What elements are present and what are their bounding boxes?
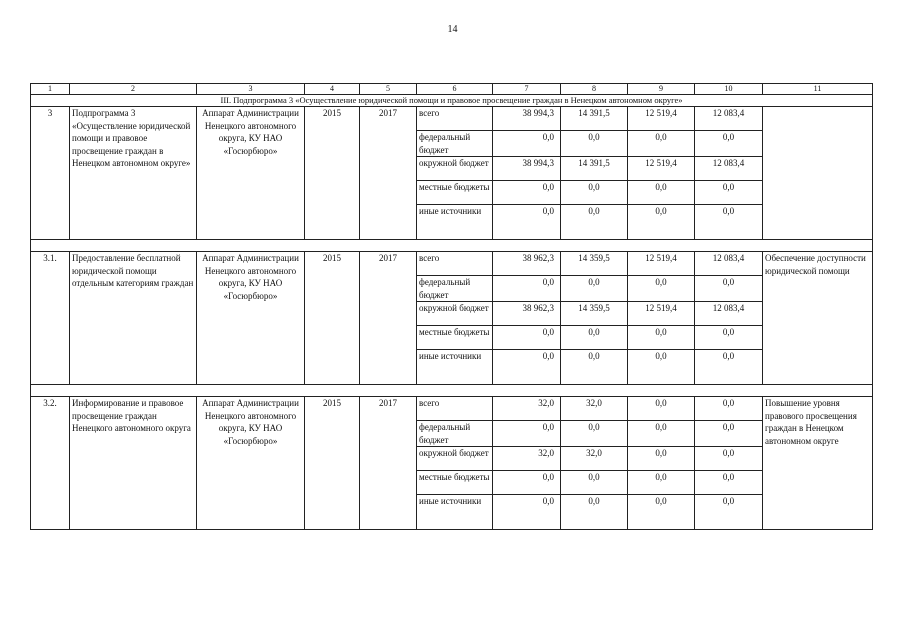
value-2015: 0,0 bbox=[561, 421, 628, 447]
value-2017: 0,0 bbox=[695, 181, 763, 205]
value-2017: 0,0 bbox=[695, 421, 763, 447]
value-2016: 12 519,4 bbox=[628, 302, 695, 326]
funding-source: местные бюджеты bbox=[417, 326, 493, 350]
expected-result: Повышение уровня правового просвещения граждан в Ненецком автономном округе bbox=[763, 397, 873, 530]
column-header: 7 bbox=[493, 84, 561, 95]
value-2016: 0,0 bbox=[628, 276, 695, 302]
value-total: 38 994,3 bbox=[493, 107, 561, 131]
value-2015: 14 391,5 bbox=[561, 107, 628, 131]
value-2016: 0,0 bbox=[628, 181, 695, 205]
value-2015: 0,0 bbox=[561, 205, 628, 240]
start-year: 2015 bbox=[305, 107, 360, 240]
funding-source: иные источники bbox=[417, 350, 493, 385]
column-header: 11 bbox=[763, 84, 873, 95]
funding-source: федеральный бюджет bbox=[417, 131, 493, 157]
value-2016: 12 519,4 bbox=[628, 252, 695, 276]
row-number: 3 bbox=[31, 107, 70, 240]
row-number: 3.2. bbox=[31, 397, 70, 530]
section-title-row bbox=[31, 95, 873, 107]
value-2016: 0,0 bbox=[628, 495, 695, 530]
measure-name: Подпрограмма 3 «Осуществление юридической помощи и правовое просвещение граждан в Ненецком автономном округе» bbox=[70, 107, 197, 240]
measure-name: Предоставление бесплатной юридической помощи отдельным категориям граждан bbox=[70, 252, 197, 385]
value-2015: 0,0 bbox=[561, 131, 628, 157]
funding-source: окружной бюджет bbox=[417, 157, 493, 181]
value-total: 0,0 bbox=[493, 205, 561, 240]
value-2015: 0,0 bbox=[561, 276, 628, 302]
section-title: III. Подпрограмма 3 «Осуществление юридической помощи и правовое просвещение граждан в Ненецком автономном округе» bbox=[31, 95, 873, 107]
start-year: 2015 bbox=[305, 252, 360, 385]
end-year: 2017 bbox=[360, 397, 417, 530]
funding-source: местные бюджеты bbox=[417, 181, 493, 205]
executor: Аппарат Администрации Ненецкого автономного округа, КУ НАО «Госюрбюро» bbox=[197, 107, 305, 240]
executor: Аппарат Администрации Ненецкого автономного округа, КУ НАО «Госюрбюро» bbox=[197, 397, 305, 530]
funding-source: окружной бюджет bbox=[417, 447, 493, 471]
value-2015: 32,0 bbox=[561, 397, 628, 421]
value-2016: 0,0 bbox=[628, 471, 695, 495]
value-2015: 14 391,5 bbox=[561, 157, 628, 181]
value-2017: 0,0 bbox=[695, 276, 763, 302]
table-row bbox=[31, 107, 873, 131]
value-2016: 0,0 bbox=[628, 397, 695, 421]
value-2015: 32,0 bbox=[561, 447, 628, 471]
column-header: 2 bbox=[70, 84, 197, 95]
value-2016: 0,0 bbox=[628, 131, 695, 157]
column-header: 8 bbox=[561, 84, 628, 95]
value-2017: 0,0 bbox=[695, 471, 763, 495]
table-row bbox=[31, 252, 873, 276]
value-total: 0,0 bbox=[493, 276, 561, 302]
value-2015: 0,0 bbox=[561, 326, 628, 350]
funding-source: иные источники bbox=[417, 495, 493, 530]
value-2017: 12 083,4 bbox=[695, 302, 763, 326]
value-total: 0,0 bbox=[493, 495, 561, 530]
value-2015: 0,0 bbox=[561, 471, 628, 495]
value-total: 0,0 bbox=[493, 421, 561, 447]
column-header: 9 bbox=[628, 84, 695, 95]
value-2015: 0,0 bbox=[561, 350, 628, 385]
spacer-cell bbox=[31, 240, 873, 252]
value-2017: 0,0 bbox=[695, 205, 763, 240]
value-2015: 14 359,5 bbox=[561, 252, 628, 276]
funding-source: федеральный бюджет bbox=[417, 276, 493, 302]
value-2016: 0,0 bbox=[628, 421, 695, 447]
value-2016: 0,0 bbox=[628, 205, 695, 240]
executor: Аппарат Администрации Ненецкого автономного округа, КУ НАО «Госюрбюро» bbox=[197, 252, 305, 385]
table-row bbox=[31, 397, 873, 421]
funding-source: всего bbox=[417, 397, 493, 421]
spacer-row bbox=[31, 240, 873, 252]
spacer-row bbox=[31, 385, 873, 397]
value-2015: 14 359,5 bbox=[561, 302, 628, 326]
funding-source: иные источники bbox=[417, 205, 493, 240]
value-2015: 0,0 bbox=[561, 495, 628, 530]
value-2017: 0,0 bbox=[695, 495, 763, 530]
value-total: 0,0 bbox=[493, 181, 561, 205]
spacer-cell bbox=[31, 385, 873, 397]
funding-source: окружной бюджет bbox=[417, 302, 493, 326]
value-2017: 0,0 bbox=[695, 447, 763, 471]
column-header: 1 bbox=[31, 84, 70, 95]
expected-result: Обеспечение доступности юридической помощи bbox=[763, 252, 873, 385]
table-body bbox=[31, 84, 873, 530]
column-header: 4 bbox=[305, 84, 360, 95]
value-2016: 12 519,4 bbox=[628, 157, 695, 181]
value-2017: 12 083,4 bbox=[695, 107, 763, 131]
value-2017: 0,0 bbox=[695, 350, 763, 385]
funding-source: федеральный бюджет bbox=[417, 421, 493, 447]
funding-source: всего bbox=[417, 107, 493, 131]
expected-result bbox=[763, 107, 873, 240]
column-header: 5 bbox=[360, 84, 417, 95]
value-2016: 0,0 bbox=[628, 447, 695, 471]
row-number: 3.1. bbox=[31, 252, 70, 385]
value-total: 0,0 bbox=[493, 131, 561, 157]
value-total: 0,0 bbox=[493, 326, 561, 350]
value-2016: 0,0 bbox=[628, 350, 695, 385]
value-2017: 12 083,4 bbox=[695, 157, 763, 181]
start-year: 2015 bbox=[305, 397, 360, 530]
value-2015: 0,0 bbox=[561, 181, 628, 205]
column-header-row bbox=[31, 84, 873, 95]
value-2017: 0,0 bbox=[695, 131, 763, 157]
page-number: 14 bbox=[447, 24, 458, 35]
funding-source: всего bbox=[417, 252, 493, 276]
column-header: 6 bbox=[417, 84, 493, 95]
value-2016: 0,0 bbox=[628, 326, 695, 350]
value-total: 0,0 bbox=[493, 471, 561, 495]
value-total: 0,0 bbox=[493, 350, 561, 385]
value-total: 38 994,3 bbox=[493, 157, 561, 181]
measure-name: Информирование и правовое просвещение граждан Ненецкого автономного округа bbox=[70, 397, 197, 530]
end-year: 2017 bbox=[360, 107, 417, 240]
end-year: 2017 bbox=[360, 252, 417, 385]
column-header: 3 bbox=[197, 84, 305, 95]
value-total: 32,0 bbox=[493, 397, 561, 421]
value-total: 38 962,3 bbox=[493, 252, 561, 276]
value-2016: 12 519,4 bbox=[628, 107, 695, 131]
value-2017: 0,0 bbox=[695, 397, 763, 421]
value-total: 32,0 bbox=[493, 447, 561, 471]
value-2017: 12 083,4 bbox=[695, 252, 763, 276]
value-2017: 0,0 bbox=[695, 326, 763, 350]
column-header: 10 bbox=[695, 84, 763, 95]
funding-source: местные бюджеты bbox=[417, 471, 493, 495]
subprogram-table bbox=[30, 83, 873, 530]
value-total: 38 962,3 bbox=[493, 302, 561, 326]
